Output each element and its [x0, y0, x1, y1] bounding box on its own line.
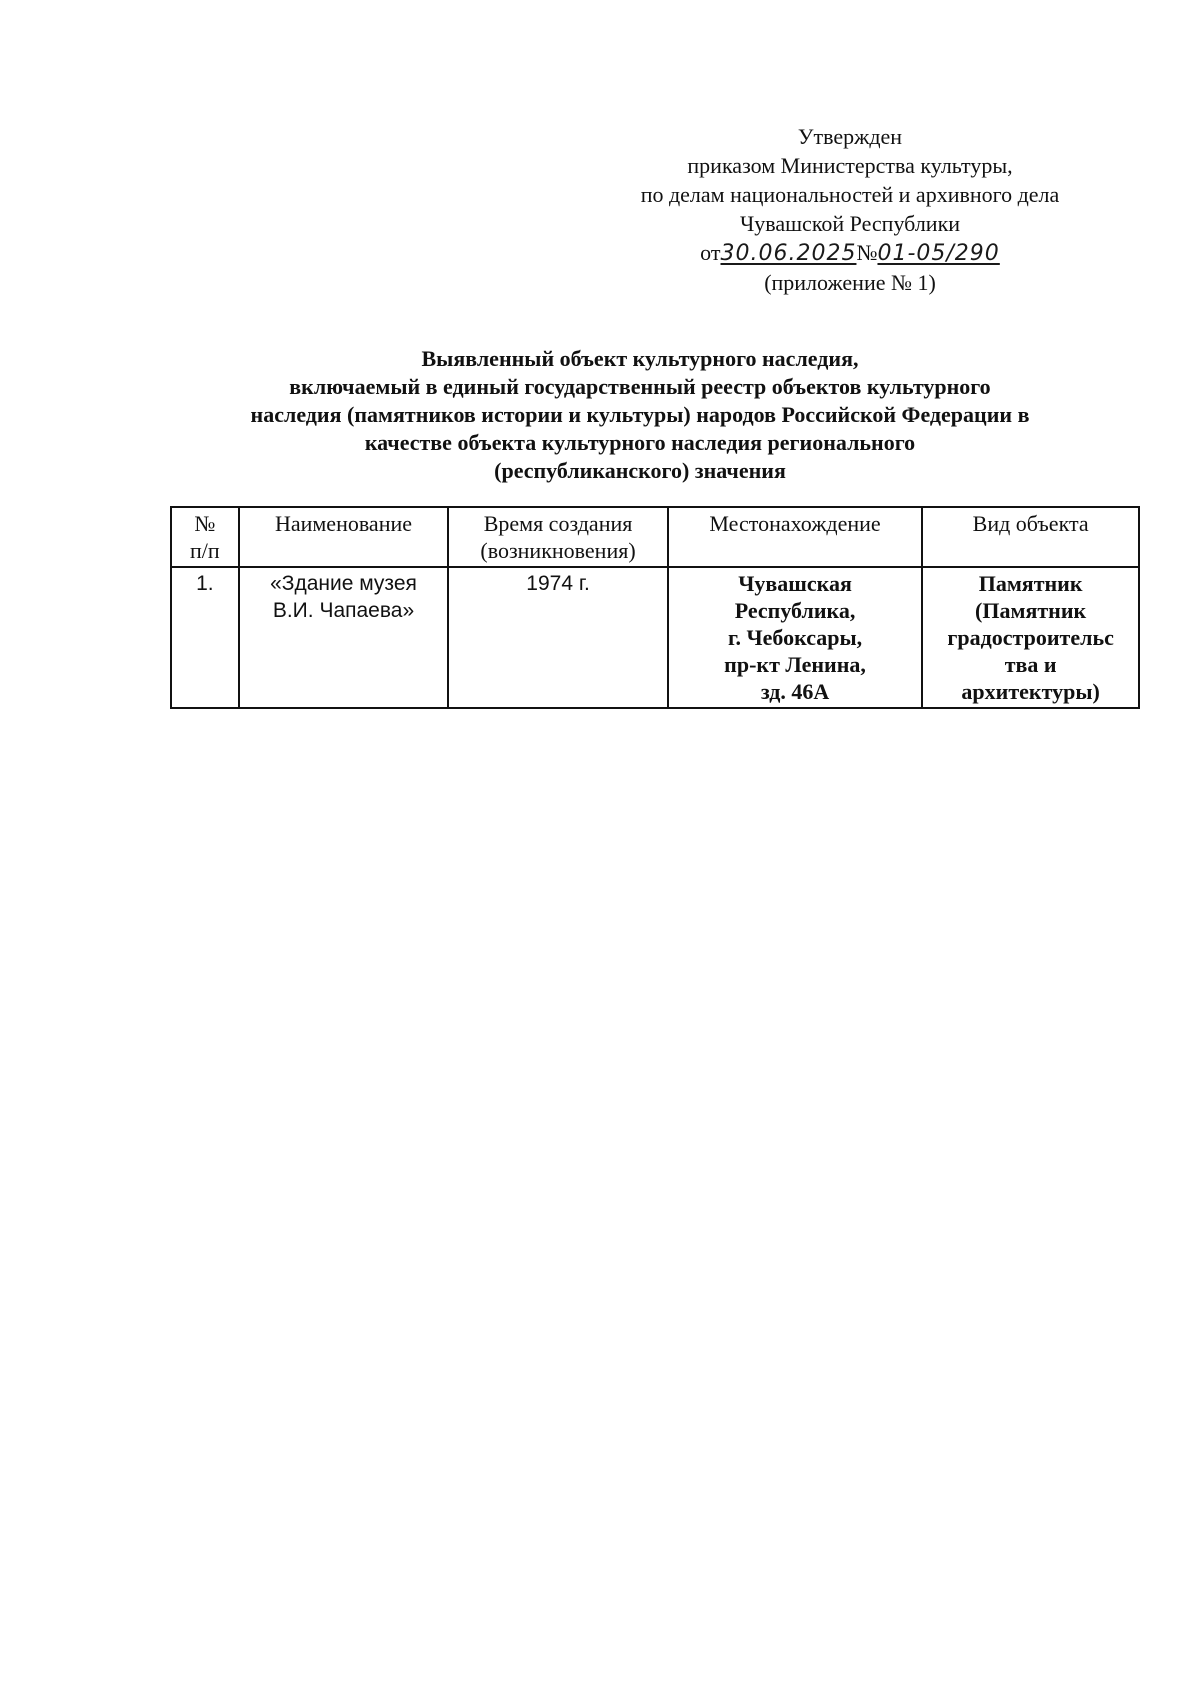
title-line-3: наследия (памятников истории и культуры) народов Российской Федерации в [250, 402, 1030, 427]
approval-line-republic: Чувашской Республики [739, 211, 961, 236]
cell-name: «Здание музея В.И. Чапаева» [239, 567, 449, 708]
header-number: № п/п [171, 507, 239, 567]
header-location: Местонахождение [668, 507, 922, 567]
document-title [150, 345, 1130, 485]
title-line-1: Выявленный объект культурного наследия, [421, 346, 859, 371]
cell-location: Чувашская Республика, г. Чебоксары, пр-кт Ленина, зд. 46А [668, 567, 922, 708]
cell-creation-time: 1974 г. [448, 567, 668, 708]
approval-stamp-block [560, 122, 1140, 297]
approval-line-appendix: (приложение № 1) [764, 270, 936, 295]
title-line-4: качестве объекта культурного наследия регионального [364, 430, 916, 455]
table-row [171, 567, 1139, 708]
approval-line-approved: Утвержден [797, 124, 903, 149]
cell-number: 1. [171, 567, 239, 708]
approval-line-ministry: по делам национальностей и архивного дела [640, 182, 1060, 207]
header-creation-time: Время создания (возникновения) [448, 507, 668, 567]
number-prefix: № [856, 240, 878, 265]
table-header-row [171, 507, 1139, 567]
heritage-object-table [170, 506, 1140, 709]
header-name: Наименование [239, 507, 449, 567]
approval-date-number-line [560, 238, 1140, 268]
date-prefix: от [700, 240, 721, 265]
header-object-type: Вид объекта [922, 507, 1139, 567]
title-line-2: включаемый в единый государственный реестр объектов культурного [289, 374, 991, 399]
cell-object-type: Памятник (Памятник градостроительс тва и архитектуры) [922, 567, 1139, 708]
handwritten-order-number: 01-05/290 [877, 241, 1000, 266]
approval-line-order: приказом Министерства культуры, [687, 153, 1013, 178]
handwritten-date: 30.06.2025 [720, 241, 857, 266]
title-line-5: (республиканского) значения [494, 458, 786, 483]
